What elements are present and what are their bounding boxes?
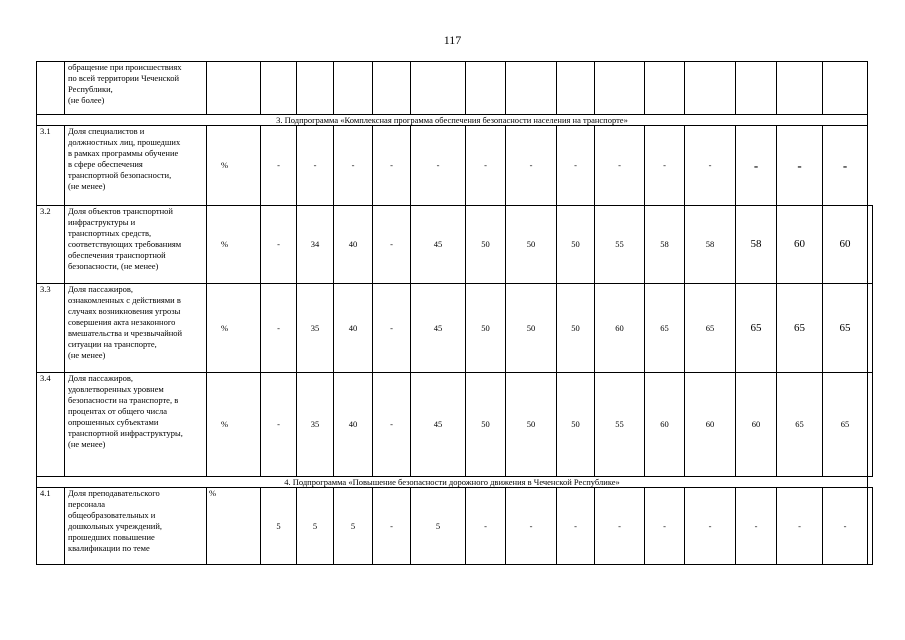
value-cell: 35: [297, 284, 334, 373]
value-cell: -: [777, 126, 823, 206]
indicators-table: [36, 61, 873, 565]
value-cell: 60: [645, 373, 685, 477]
value-cell: -: [466, 488, 506, 565]
indicator-name-line: ситуации на транспорте,: [68, 339, 157, 349]
indicator-name-line: дошкольных учреждений,: [68, 521, 162, 531]
value-cell: 65: [685, 284, 736, 373]
indicator-name-line: транспортных средств,: [68, 228, 152, 238]
value-cell: 5: [411, 488, 466, 565]
indicator-name-line: вмешательства и чрезвычайной: [68, 328, 183, 338]
indicator-name-line: персонала: [68, 499, 106, 509]
section-title: 3. Подпрограмма «Комплексная программа обеспечения безопасности населения на транспорте»: [37, 115, 868, 126]
row-number: 3.2: [37, 206, 65, 284]
value-cell: 40: [334, 373, 373, 477]
section-row: [37, 477, 873, 488]
section-row: [37, 115, 873, 126]
table-row: [37, 284, 873, 373]
value-cell: [868, 373, 873, 477]
value-cell: -: [823, 126, 868, 206]
value-cell: -: [411, 126, 466, 206]
value-cell: -: [261, 206, 297, 284]
row-number: [37, 62, 65, 115]
value-cell: 50: [466, 206, 506, 284]
value-cell: -: [297, 126, 334, 206]
indicator-name-line: опрошенных субъектами: [68, 417, 159, 427]
indicator-name-line: транспортной инфраструктуры,: [68, 428, 183, 438]
value-cell: -: [595, 126, 645, 206]
value-cell: 60: [595, 284, 645, 373]
value-cell: -: [466, 126, 506, 206]
indicator-name-line: общеобразовательных и: [68, 510, 156, 520]
value-cell: 60: [823, 206, 868, 284]
value-cell: -: [334, 126, 373, 206]
value-cell: [297, 62, 334, 115]
value-cell: -: [557, 488, 595, 565]
value-cell: 58: [736, 206, 777, 284]
table-row: [37, 126, 873, 206]
value-cell: -: [373, 488, 411, 565]
indicator-name: [65, 62, 207, 115]
indicator-name-line: Доля объектов транспортной: [68, 206, 173, 216]
value-cell: -: [373, 206, 411, 284]
indicator-name-line: соответствующих требованиям: [68, 239, 182, 249]
value-cell: -: [685, 126, 736, 206]
value-cell: 65: [777, 284, 823, 373]
value-cell: 35: [297, 373, 334, 477]
indicator-name-line: совершения акта незаконного: [68, 317, 176, 327]
value-cell: -: [261, 373, 297, 477]
value-cell: 65: [777, 373, 823, 477]
value-cell: 45: [411, 284, 466, 373]
value-cell: -: [645, 488, 685, 565]
value-cell: [557, 62, 595, 115]
value-cell: [411, 62, 466, 115]
value-cell: -: [261, 284, 297, 373]
indicator-name-line: случаях возникновения угрозы: [68, 306, 181, 316]
value-cell: -: [823, 488, 868, 565]
table-row: [37, 206, 873, 284]
unit-cell: %: [207, 284, 261, 373]
page-number: 117: [443, 33, 462, 47]
value-cell: -: [506, 488, 557, 565]
value-cell: 58: [645, 206, 685, 284]
value-cell: 45: [411, 373, 466, 477]
value-cell: 50: [466, 284, 506, 373]
value-cell: 50: [557, 373, 595, 477]
indicator-name-line: процентах от общего числа: [68, 406, 168, 416]
indicator-name: [65, 488, 207, 565]
indicator-name-line: (не менее): [68, 181, 106, 191]
value-cell: -: [373, 126, 411, 206]
indicator-name-line: в сфере обеспечения: [68, 159, 143, 169]
indicator-name-line: должностных лиц, прошедших: [68, 137, 181, 147]
table-row: [37, 62, 873, 115]
indicator-name-line: Республики,: [68, 84, 113, 94]
value-cell: [777, 62, 823, 115]
unit-cell: %: [207, 488, 261, 565]
value-cell: -: [261, 126, 297, 206]
value-cell: 60: [736, 373, 777, 477]
indicator-name-line: (не более): [68, 95, 105, 105]
value-cell: [685, 62, 736, 115]
indicator-name: [65, 284, 207, 373]
value-cell: -: [736, 488, 777, 565]
row-number: 3.1: [37, 126, 65, 206]
value-cell: [595, 62, 645, 115]
unit-cell: %: [207, 373, 261, 477]
value-cell: 45: [411, 206, 466, 284]
value-cell: 50: [466, 373, 506, 477]
indicator-name: [65, 126, 207, 206]
value-cell: [373, 62, 411, 115]
value-cell: 60: [685, 373, 736, 477]
value-cell: -: [595, 488, 645, 565]
indicator-name-line: Доля преподавательского: [68, 488, 160, 498]
value-cell: 55: [595, 206, 645, 284]
unit-cell: [207, 62, 261, 115]
indicator-name-line: обеспечения транспортной: [68, 250, 166, 260]
value-cell: -: [373, 284, 411, 373]
value-cell: [868, 206, 873, 284]
value-cell: 65: [823, 284, 868, 373]
indicator-name-line: квалификации по теме: [68, 543, 150, 553]
indicator-name-line: обращение при происшествиях: [68, 62, 182, 72]
indicator-name-line: безопасности, (не менее): [68, 261, 159, 271]
value-cell: -: [777, 488, 823, 565]
value-cell: 65: [645, 284, 685, 373]
value-cell: 34: [297, 206, 334, 284]
value-cell: [868, 488, 873, 565]
indicator-name-line: безопасности на транспорте, в: [68, 395, 179, 405]
indicator-name-line: (не менее): [68, 439, 106, 449]
value-cell: -: [506, 126, 557, 206]
value-cell: 50: [506, 373, 557, 477]
value-cell: 50: [506, 206, 557, 284]
value-cell: 58: [685, 206, 736, 284]
section-title: 4. Подпрограмма «Повышение безопасности дорожного движения в Чеченской Республике»: [37, 477, 868, 488]
indicator-name-line: транспортной безопасности,: [68, 170, 172, 180]
value-cell: [736, 62, 777, 115]
indicator-name-line: ознакомленных с действиями в: [68, 295, 181, 305]
indicator-name: [65, 206, 207, 284]
value-cell: 60: [777, 206, 823, 284]
value-cell: [868, 284, 873, 373]
value-cell: 65: [736, 284, 777, 373]
value-cell: 5: [297, 488, 334, 565]
unit-cell: %: [207, 126, 261, 206]
indicator-name-line: по всей территории Чеченской: [68, 73, 180, 83]
indicator-name-line: инфраструктуры и: [68, 217, 136, 227]
indicator-name-line: в рамках программы обучение: [68, 148, 179, 158]
value-cell: [261, 62, 297, 115]
value-cell: 50: [557, 284, 595, 373]
table-row: [37, 488, 873, 565]
indicator-name-line: (не менее): [68, 350, 106, 360]
indicator-name-line: удовлетворенных уровнем: [68, 384, 164, 394]
value-cell: [645, 62, 685, 115]
row-number: 3.4: [37, 373, 65, 477]
indicator-name-line: прошедших повышение: [68, 532, 155, 542]
value-cell: [823, 62, 868, 115]
row-number: 4.1: [37, 488, 65, 565]
value-cell: -: [736, 126, 777, 206]
value-cell: [334, 62, 373, 115]
value-cell: -: [685, 488, 736, 565]
value-cell: 40: [334, 284, 373, 373]
indicator-name-line: Доля специалистов и: [68, 126, 145, 136]
value-cell: 5: [334, 488, 373, 565]
table-row: [37, 373, 873, 477]
indicator-name: [65, 373, 207, 477]
value-cell: 50: [557, 206, 595, 284]
value-cell: [466, 62, 506, 115]
value-cell: 65: [823, 373, 868, 477]
value-cell: 40: [334, 206, 373, 284]
value-cell: 50: [506, 284, 557, 373]
value-cell: -: [645, 126, 685, 206]
value-cell: 5: [261, 488, 297, 565]
indicator-name-line: Доля пассажиров,: [68, 284, 134, 294]
indicator-name-line: Доля пассажиров,: [68, 373, 134, 383]
value-cell: 55: [595, 373, 645, 477]
value-cell: [506, 62, 557, 115]
value-cell: -: [373, 373, 411, 477]
unit-cell: %: [207, 206, 261, 284]
row-number: 3.3: [37, 284, 65, 373]
value-cell: -: [557, 126, 595, 206]
